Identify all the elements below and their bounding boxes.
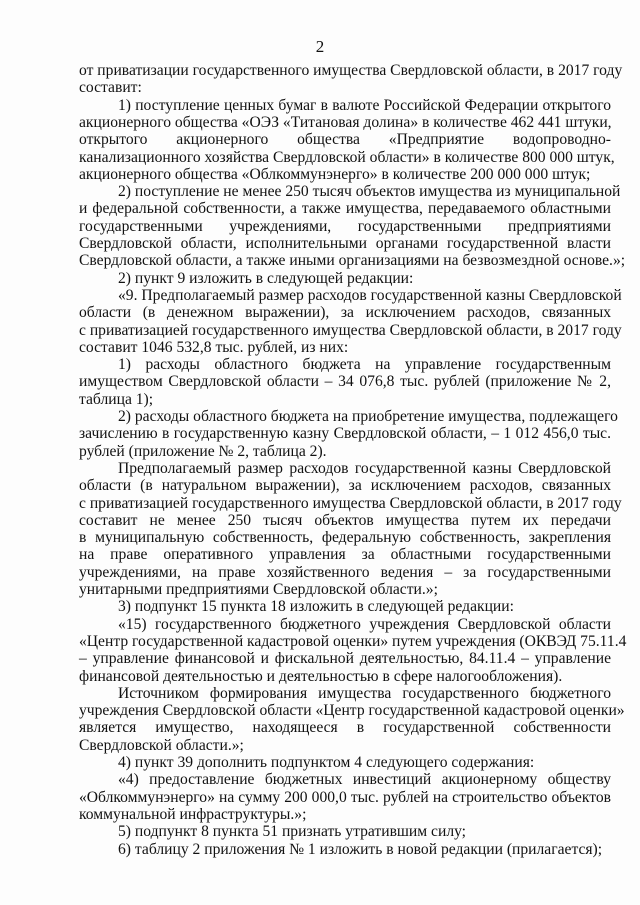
text-line: государственными учреждениями, государственными предприятиями bbox=[79, 217, 611, 235]
text-line: 2) пункт 9 изложить в следующей редакции: bbox=[118, 269, 414, 287]
text-line: Свердловской области, а также иными организациями на безвозмездной основе.»; bbox=[79, 252, 626, 270]
text-line: унитарными предприятиями Свердловской области.»; bbox=[79, 581, 438, 598]
text-line: составит: bbox=[79, 79, 142, 97]
text-line: 2) расходы областного бюджета на приобретение имущества, подлежащего bbox=[118, 408, 618, 425]
text-line: акционерного общества «Облкоммунэнерго» в количестве 200 000 000 штук; bbox=[79, 165, 591, 183]
text-line: «Центр государственной кадастровой оценки» путем учреждения (ОКВЭД 75.11.4 bbox=[79, 632, 627, 650]
text-line: – управление финансовой и фискальной деятельностью, 84.11.4 – управление bbox=[79, 650, 611, 668]
text-line: таблица 1); bbox=[79, 390, 154, 408]
text-line: 2) поступление не менее 250 тысяч объектов имущества из муниципальной bbox=[118, 183, 621, 201]
text-line: Предполагаемый размер расходов государственной казны Свердловской bbox=[118, 459, 611, 477]
text-line: коммунальной инфраструктуры.»; bbox=[79, 805, 307, 823]
text-line: «15) государственного бюджетного учреждения Свердловской области bbox=[118, 615, 611, 633]
text-line: в муниципальную собственность, федеральную собственность, закрепления bbox=[79, 529, 611, 547]
text-line: 3) подпункт 15 пункта 18 изложить в следующей редакции: bbox=[118, 598, 514, 616]
text-line: учреждениями, на праве хозяйственного ведения – за государственными bbox=[79, 563, 611, 581]
text-line: зачислению в государственную казну Свердловской области, – 1 012 456,0 тыс. bbox=[79, 425, 611, 443]
text-line: канализационного хозяйства Свердловской области» в количестве 800 000 штук, bbox=[79, 148, 615, 166]
text-line: имуществом Свердловской области – 34 076,8 тыс. рублей (приложение № 2, bbox=[79, 373, 611, 391]
text-line: Свердловской области, исполнительными органами государственной власти bbox=[79, 235, 611, 252]
text-line: Свердловской области.»; bbox=[79, 736, 244, 754]
page-number: 2 bbox=[315, 37, 325, 56]
text-line: с приватизацией государственного имущества Свердловской области, в 2017 году bbox=[79, 321, 622, 339]
text-line: составит не менее 250 тысяч объектов имущества путем их передачи bbox=[79, 511, 611, 529]
text-line: на праве оперативного управления за областными государственными bbox=[79, 546, 611, 564]
text-line: области (в натуральном выражении), за исключением расходов, связанных bbox=[79, 477, 611, 495]
text-line: 1) поступление ценных бумаг в валюте Российской Федерации открытого bbox=[118, 96, 611, 114]
text-line: открытого акционерного общества «Предприятие водопроводно- bbox=[79, 131, 611, 149]
text-line: 5) подпункт 8 пункта 51 признать утратившим силу; bbox=[118, 823, 467, 841]
text-line: финансовой деятельностью и деятельностью в сфере налогообложения). bbox=[79, 667, 563, 685]
text-line: от приватизации государственного имущества Свердловской области, в 2017 году bbox=[79, 62, 623, 79]
text-line: области (в денежном выражении), за исключением расходов, связанных bbox=[79, 304, 611, 322]
text-line: составит 1046 532,8 тыс. рублей, из них: bbox=[79, 338, 349, 356]
text-line: Источником формирования имущества государственного бюджетного bbox=[118, 684, 611, 702]
text-line: «4) предоставление бюджетных инвестиций акционерному обществу bbox=[118, 771, 611, 789]
text-line: является имущество, находящееся в государственной собственности bbox=[79, 719, 611, 737]
text-line: «Облкоммунэнерго» на сумму 200 000,0 тыс. рублей на строительство объектов bbox=[79, 788, 611, 806]
text-line: 1) расходы областного бюджета на управление государственным bbox=[118, 356, 611, 374]
text-line: акционерного общества «ОЭЗ «Титановая долина» в количестве 462 441 штуки, bbox=[79, 113, 612, 131]
text-line: 6) таблицу 2 приложения № 1 изложить в новой редакции (прилагается); bbox=[118, 840, 603, 858]
text-line: «9. Предполагаемый размер расходов государственной казны Свердловской bbox=[118, 286, 622, 304]
text-line: и федеральной собственности, а также имущества, передаваемого областными bbox=[79, 200, 611, 218]
text-line: с приватизацией государственного имущества Свердловской области, в 2017 году bbox=[79, 494, 622, 512]
text-line: учреждения Свердловской области «Центр государственной кадастровой оценки» bbox=[79, 702, 625, 720]
text-line: 4) пункт 39 дополнить подпунктом 4 следующего содержания: bbox=[118, 754, 535, 771]
text-line: рублей (приложение № 2, таблица 2). bbox=[79, 442, 327, 460]
